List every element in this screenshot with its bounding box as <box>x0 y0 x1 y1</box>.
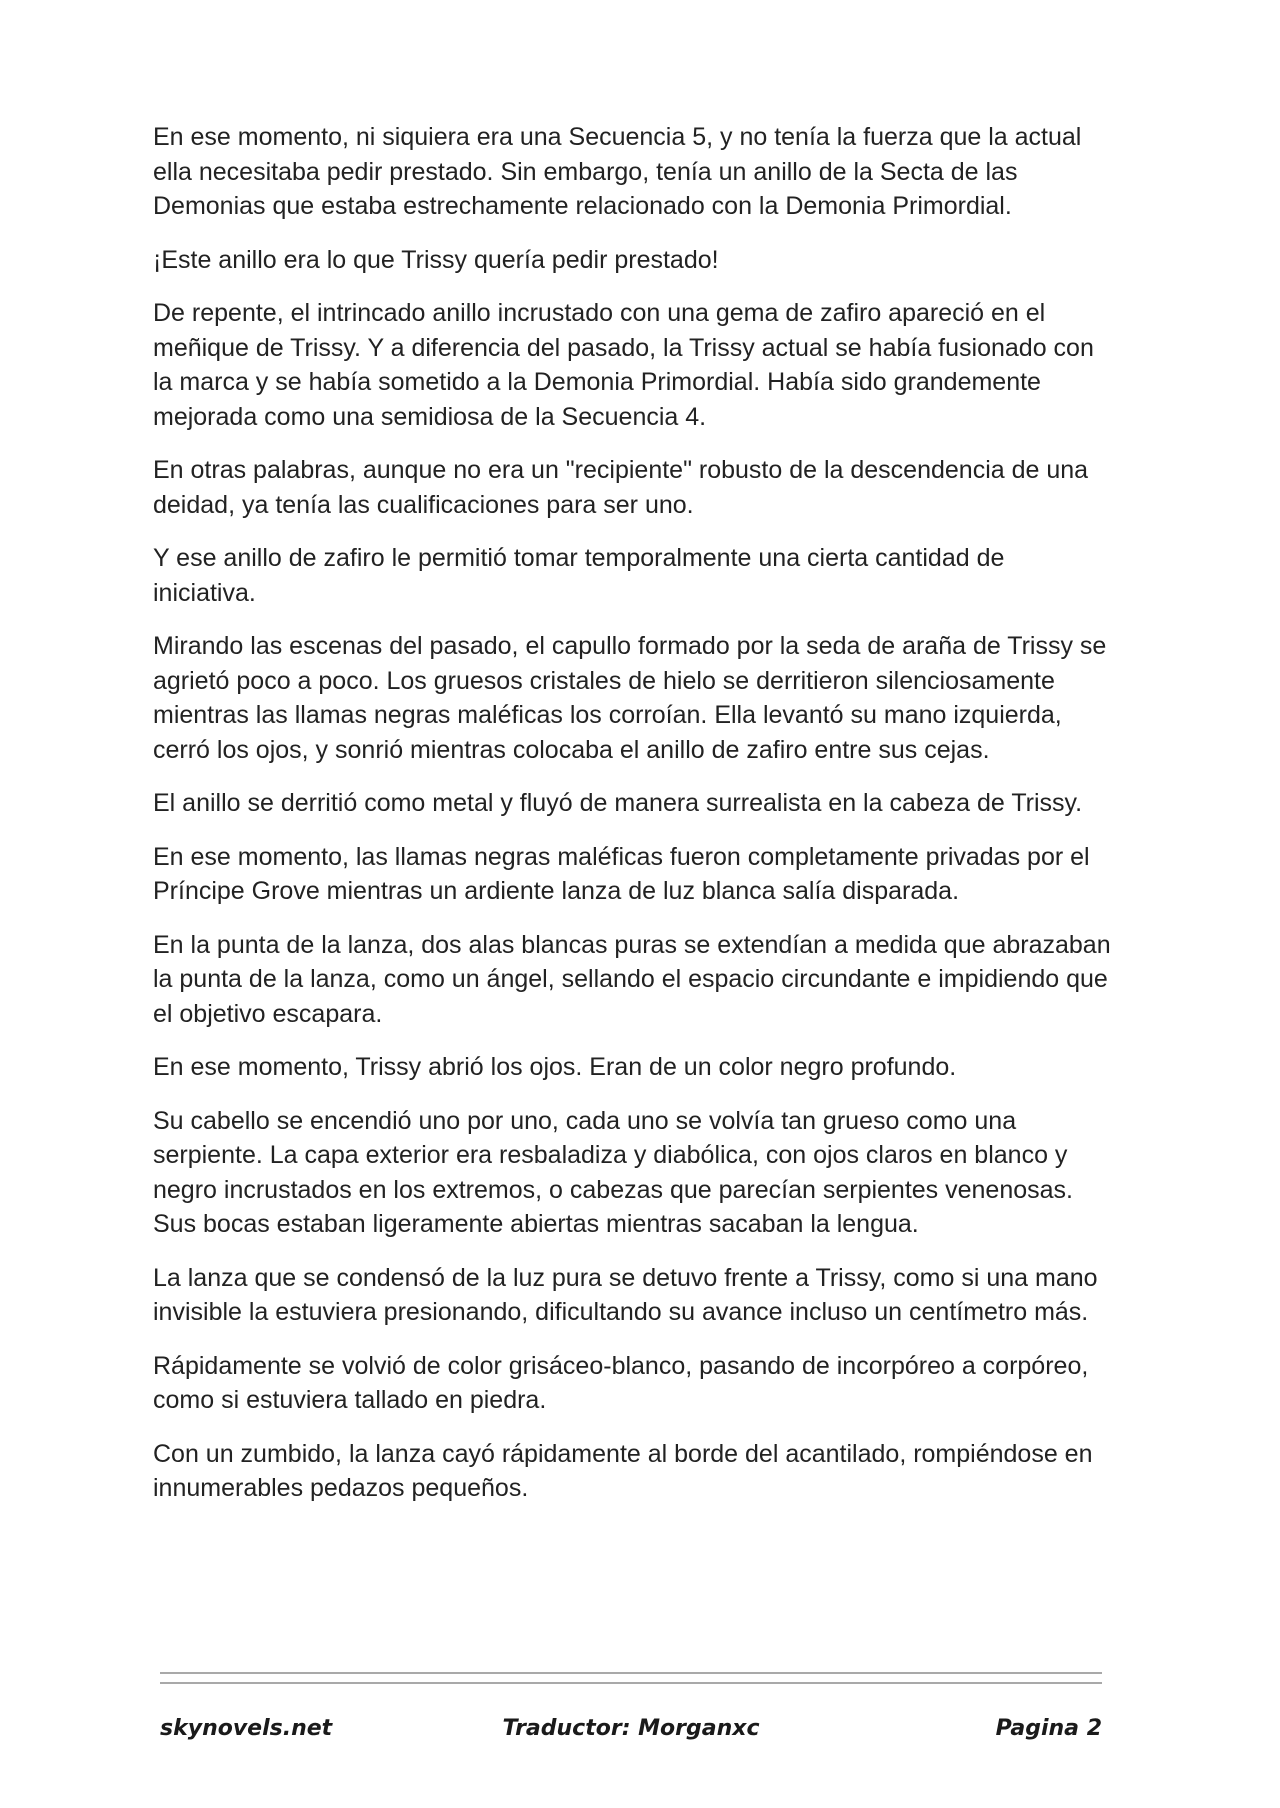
paragraph: El anillo se derritió como metal y fluyó de manera surrealista en la cabeza de Trissy. <box>153 789 1083 817</box>
paragraph: La lanza que se condensó de la luz pura se detuvo frente a Trissy, como si una mano invisible la estuviera presionando, dificultando su avance incluso un centímetro más. <box>153 1263 1098 1326</box>
footer-divider-top <box>160 1672 1102 1674</box>
paragraph: ¡Este anillo era lo que Trissy quería pedir prestado! <box>153 245 719 274</box>
paragraph: Su cabello se encendió uno por uno, cada uno se volvía tan grueso como una serpiente. La capa exterior era resbaladiza y diabólica, con ojos claros en blanco y negro incrustados en los extremos, o cabezas que parecían serpientes venenosas. Sus bocas estaban ligeramente abiertas mientras sacaban la lengua. <box>153 1106 1073 1238</box>
footer-divider-bottom <box>160 1682 1102 1684</box>
paragraph: En ese momento, ni siquiera era una Secuencia 5, y no tenía la fuerza que la actual ella necesitaba pedir prestado. Sin embargo, tenía un anillo de la Secta de las Demonias que estaba estrechamente relacionado con la Demonia Primordial. <box>153 123 1082 220</box>
page-footer <box>160 1716 1102 1748</box>
paragraph: En la punta de la lanza, dos alas blancas puras se extendían a medida que abrazaban la punta de la lanza, como un ángel, sellando el espacio circundante e impidiendo que el objetivo escapara. <box>153 930 1111 1028</box>
paragraph: Rápidamente se volvió de color grisáceo-blanco, pasando de incorpóreo a corpóreo, como si estuviera tallado en piedra. <box>153 1351 1089 1414</box>
footer-translator: Traductor: Morganxc <box>502 1716 760 1741</box>
paragraph: En ese momento, las llamas negras maléficas fueron completamente privadas por el Príncipe Grove mientras un ardiente lanza de luz blanca salía disparada. <box>153 842 1090 905</box>
paragraph: Mirando las escenas del pasado, el capullo formado por la seda de araña de Trissy se agrietó poco a poco. Los gruesos cristales de hielo se derritieron silenciosamente mientras las llamas negras maléficas los corroían. Ella levantó su mano izquierda, cerró los ojos, y sonrió mientras colocaba el anillo de zafiro entre sus cejas. <box>153 632 1107 764</box>
paragraph: Y ese anillo de zafiro le permitió tomar temporalmente una cierta cantidad de iniciativa. <box>153 544 1005 607</box>
paragraph: En ese momento, Trissy abrió los ojos. Eran de un color negro profundo. <box>153 1053 957 1081</box>
paragraph: De repente, el intrincado anillo incrustado con una gema de zafiro apareció en el meñique de Trissy. Y a diferencia del pasado, la Trissy actual se había fusionado con la marca y se había sometido a la Demonia Primordial. Había sido grandemente mejorada como una semidiosa de la Secuencia 4. <box>153 299 1094 431</box>
footer-site: skynovels.net <box>160 1716 333 1741</box>
footer-page-number: Pagina 2 <box>995 1716 1102 1741</box>
paragraph: Con un zumbido, la lanza cayó rápidamente al borde del acantilado, rompiéndose en innumerables pedazos pequeños. <box>153 1439 1093 1502</box>
document-body <box>153 120 1113 1525</box>
paragraph: En otras palabras, aunque no era un "recipiente" robusto de la descendencia de una deidad, ya tenía las cualificaciones para ser uno. <box>153 456 1089 519</box>
